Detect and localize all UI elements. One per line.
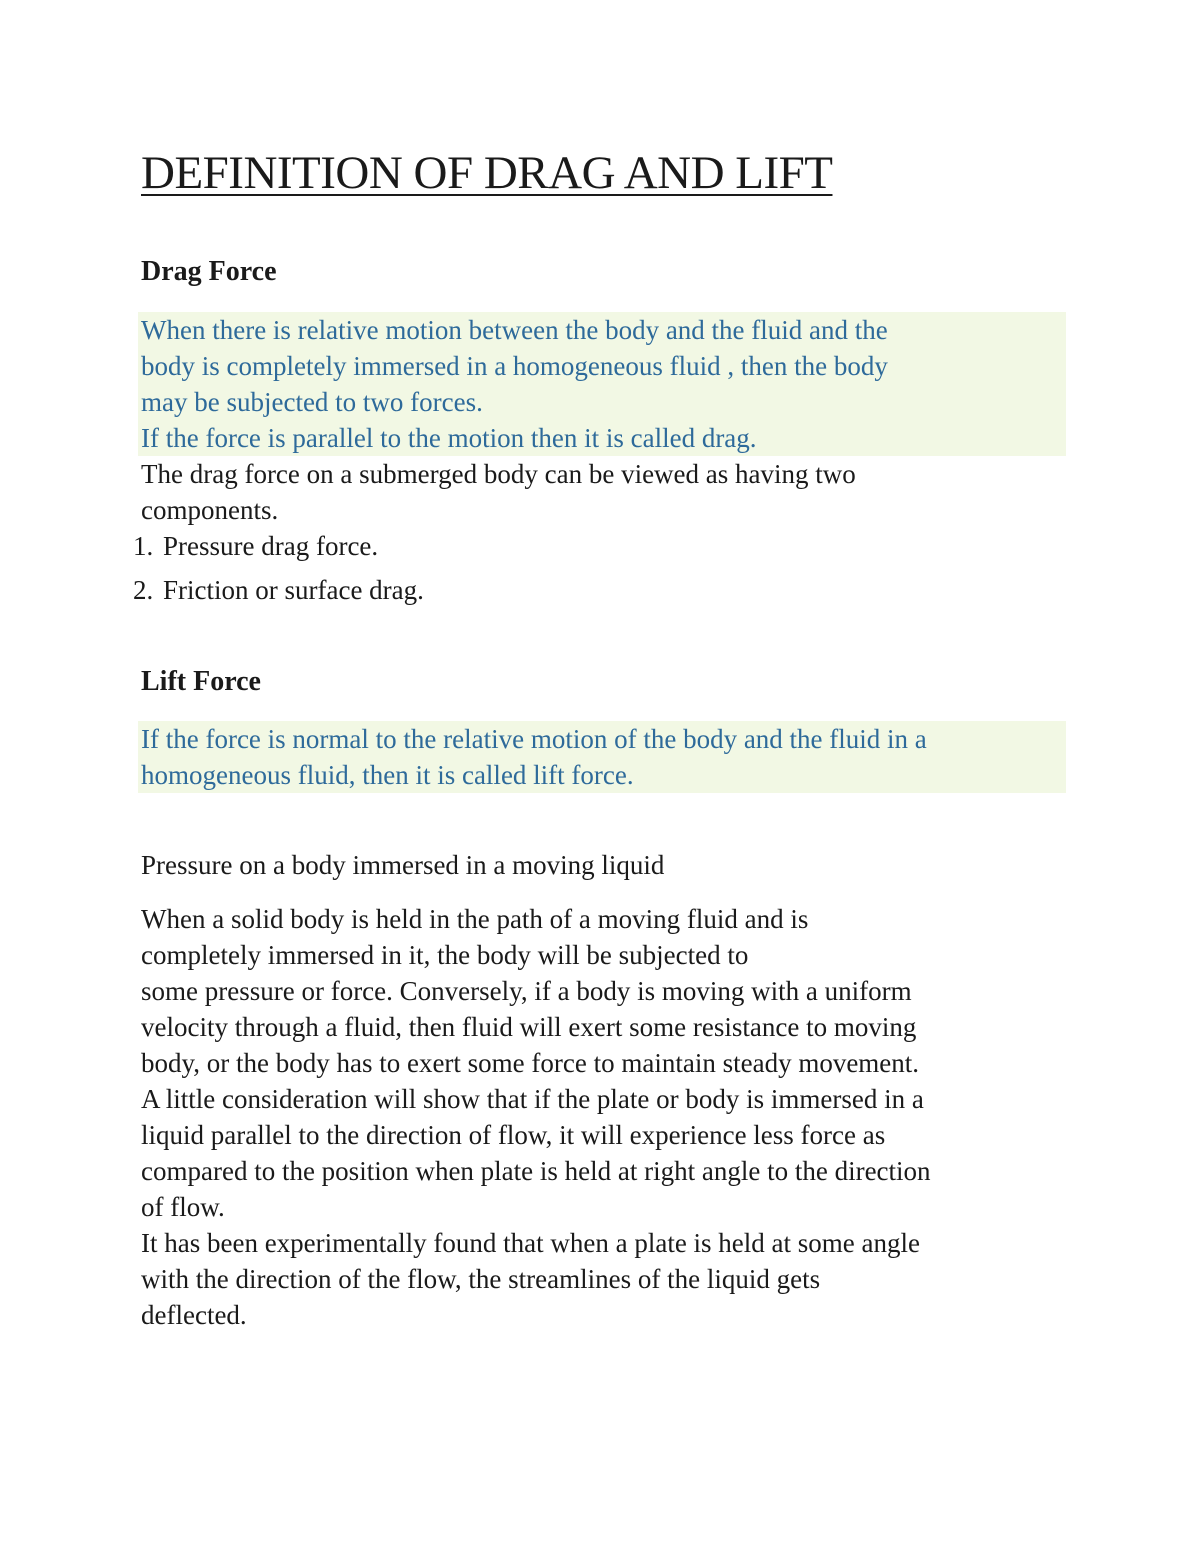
paragraph-line: When a solid body is held in the path of a moving fluid and is xyxy=(141,904,809,934)
drag-definition-line: When there is relative motion between the body and the fluid and the xyxy=(141,315,888,345)
paragraph-line: of flow. xyxy=(141,1192,225,1222)
drag-definition-line: If the force is parallel to the motion then it is called drag. xyxy=(141,423,757,453)
list-item-number: 1. xyxy=(133,531,154,561)
paragraph-line: It has been experimentally found that when a plate is held at some angle xyxy=(141,1228,920,1258)
document-title: DEFINITION OF DRAG AND LIFT xyxy=(141,147,833,199)
drag-components-line: components. xyxy=(141,495,279,525)
document-content xyxy=(133,144,1066,1333)
drag-components-list xyxy=(133,528,1066,608)
drag-definition-highlight xyxy=(138,312,1066,456)
paragraph-line: velocity through a fluid, then fluid will exert some resistance to moving xyxy=(141,1012,917,1042)
lift-force-heading: Lift Force xyxy=(141,666,261,697)
lift-definition-highlight xyxy=(138,721,1066,793)
drag-components-text xyxy=(141,456,1066,528)
paragraph-line: some pressure or force. Conversely, if a body is moving with a uniform xyxy=(141,976,912,1006)
list-item xyxy=(133,528,1066,564)
drag-force-heading: Drag Force xyxy=(141,256,277,287)
list-item-text: Friction or surface drag. xyxy=(163,575,424,605)
drag-definition-line: may be subjected to two forces. xyxy=(141,387,483,417)
list-item-text: Pressure drag force. xyxy=(163,531,379,561)
drag-definition-line: body is completely immersed in a homogeneous fluid , then the body xyxy=(141,351,888,381)
paragraph-line: with the direction of the flow, the streamlines of the liquid gets xyxy=(141,1264,821,1294)
lift-definition-line: If the force is normal to the relative motion of the body and the fluid in a xyxy=(141,724,927,754)
paragraph-line: completely immersed in it, the body will be subjected to xyxy=(141,940,749,970)
paragraph-line: A little consideration will show that if the plate or body is immersed in a xyxy=(141,1084,924,1114)
list-item xyxy=(133,572,1066,608)
pressure-paragraph xyxy=(141,901,1066,1333)
list-item-number: 2. xyxy=(133,575,154,605)
paragraph-line: deflected. xyxy=(141,1300,247,1330)
paragraph-line: compared to the position when plate is held at right angle to the direction xyxy=(141,1156,931,1186)
drag-components-line: The drag force on a submerged body can be viewed as having two xyxy=(141,459,856,489)
pressure-section-heading: Pressure on a body immersed in a moving liquid xyxy=(141,850,665,880)
paragraph-line: liquid parallel to the direction of flow, it will experience less force as xyxy=(141,1120,886,1150)
lift-definition-line: homogeneous fluid, then it is called lift force. xyxy=(141,760,634,790)
paragraph-line: body, or the body has to exert some force to maintain steady movement. xyxy=(141,1048,920,1078)
